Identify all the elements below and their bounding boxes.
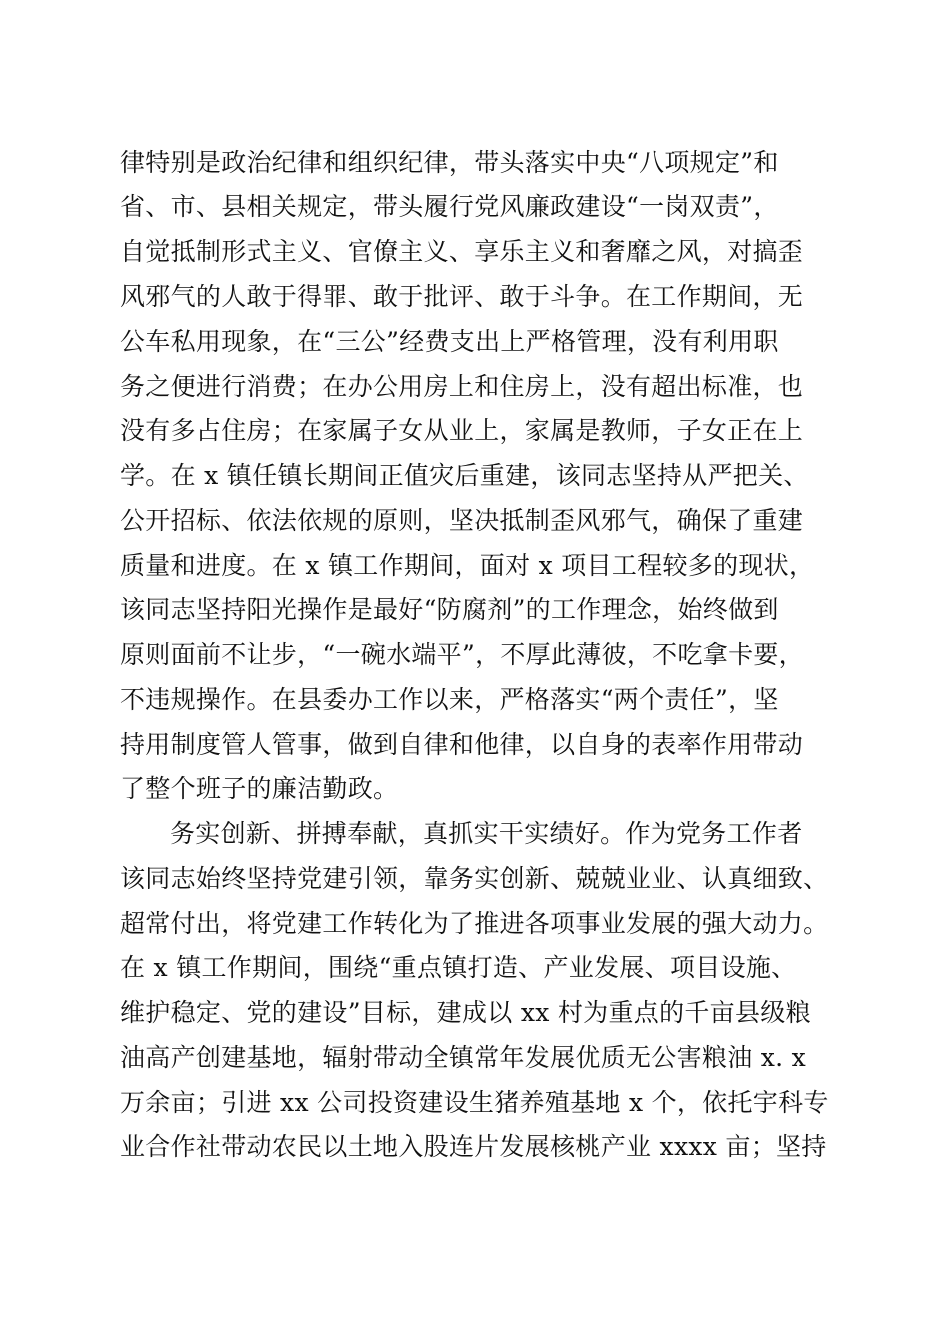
text-line: 质量和进度。在 x 镇工作期间，面对 x 项目工程较多的现状， xyxy=(120,551,815,580)
text-line: 公开招标、依法依规的原则，坚决抵制歪风邪气，确保了重建 xyxy=(120,506,804,535)
text-line: 超常付出，将党建工作转化为了推进各项事业发展的强大动力。 xyxy=(120,909,829,938)
text-line: 该同志始终坚持党建引领，靠务实创新、兢兢业业、认真细致、 xyxy=(120,864,829,893)
text-line: 万余亩；引进 xx 公司投资建设生猪养殖基地 x 个，依托宇科专 xyxy=(120,1088,829,1117)
text-line: 学。在 x 镇任镇长期间正值灾后重建，该同志坚持从严把关、 xyxy=(120,461,809,490)
text-line: 业合作社带动农民以土地入股连片发展核桃产业 xxxx 亩；坚持 xyxy=(120,1132,827,1161)
text-line: 没有多占住房；在家属子女从业上，家属是教师，子女正在上 xyxy=(120,416,804,445)
text-line: 不违规操作。在县委办工作以来，严格落实“两个责任”，坚 xyxy=(120,685,779,714)
text-line: 风邪气的人敢于得罪、敢于批评、敢于斗争。在工作期间，无 xyxy=(120,282,804,311)
text-line: 律特别是政治纪律和组织纪律，带头落实中央“八项规定”和 xyxy=(120,148,779,177)
text-line: 务之便进行消费；在办公用房上和住房上，没有超出标准，也 xyxy=(120,372,804,401)
text-line: 在 x 镇工作期间，围绕“重点镇打造、产业发展、项目设施、 xyxy=(120,953,797,982)
text-line: 省、市、县相关规定，带头履行党风廉政建设“一岗双责”， xyxy=(120,192,779,221)
text-line: 公车私用现象，在“三公”经费支出上严格管理，没有利用职 xyxy=(120,327,779,356)
text-line: 自觉抵制形式主义、官僚主义、享乐主义和奢靡之风，对搞歪 xyxy=(120,237,804,266)
text-line: 维护稳定、党的建设”目标，建成以 xx 村为重点的千亩县级粮 xyxy=(120,998,811,1027)
text-line: 油高产创建基地，辐射带动全镇常年发展优质无公害粮油 x. x xyxy=(120,1043,807,1072)
text-line: 原则面前不让步，“一碗水端平”，不厚此薄彼，不吃拿卡要， xyxy=(120,640,804,669)
paragraph-first-line: 务实创新、拼搏奉献，真抓实干实绩好。作为党务工作者 xyxy=(170,819,803,848)
text-line: 持用制度管人管事，做到自律和他律，以自身的表率作用带动 xyxy=(120,730,804,759)
text-line: 了整个班子的廉洁勤政。 xyxy=(120,774,399,803)
text-line: 该同志坚持阳光操作是最好“防腐剂”的工作理念，始终做到 xyxy=(120,595,779,624)
